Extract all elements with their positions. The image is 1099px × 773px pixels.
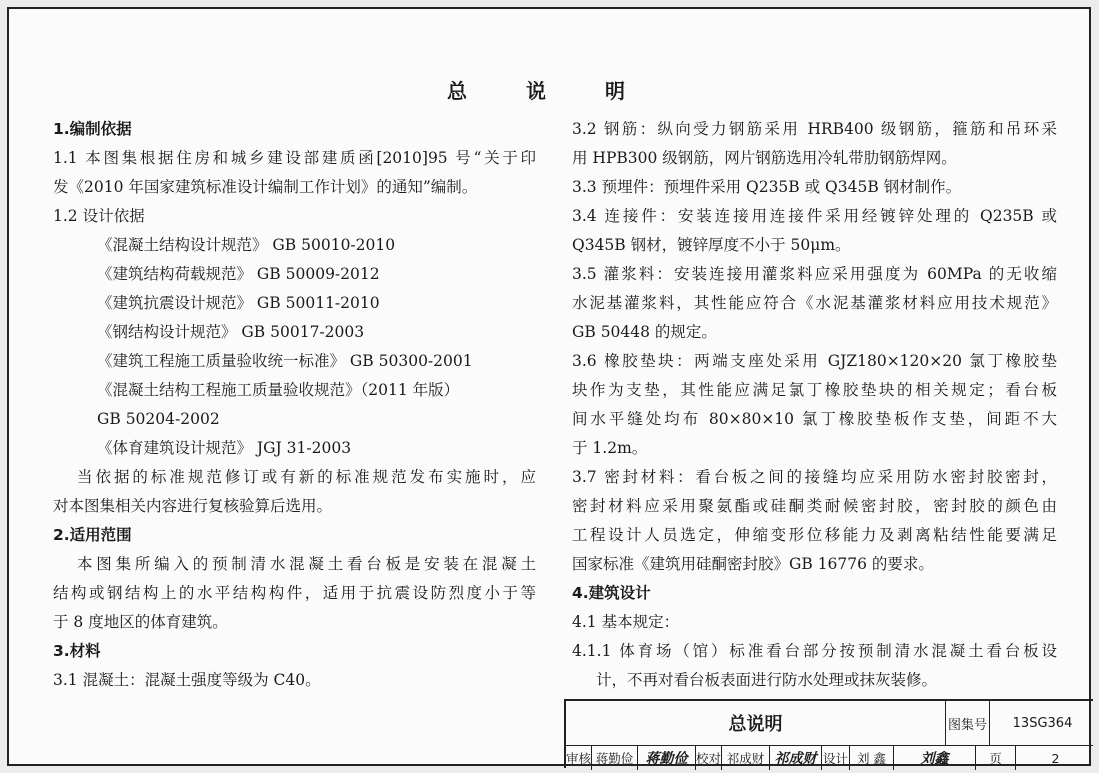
- text-line: 《钢结构设计规范》 GB 50017-2003: [97, 323, 365, 341]
- section-heading: 3.材料: [53, 642, 101, 660]
- page-title: 总 说 明: [447, 79, 651, 103]
- text-line: 用 HPB300 级钢筋，网片钢筋选用冷轧带肋钢筋焊网。: [572, 149, 957, 167]
- text-line: 3.5 灌浆料：安装连接用灌浆料应采用强度为 60MPa 的无收缩: [572, 265, 1057, 283]
- section-heading: 1.编制依据: [53, 120, 132, 138]
- text-line: 3.7 密封材料：看台板之间的接缝均应采用防水密封胶密封，: [572, 468, 1057, 486]
- text-line: GB 50448 的规定。: [572, 323, 717, 341]
- text-line: GB 50204-2002: [97, 410, 220, 428]
- page-label: 页: [976, 746, 1016, 770]
- atlas-label: 图集号: [946, 701, 990, 745]
- text-line: 于 8 度地区的体育建筑。: [53, 613, 228, 631]
- title-block: [564, 699, 1093, 768]
- text-line: 《建筑结构荷载规范》 GB 50009-2012: [97, 265, 380, 283]
- text-line: 《体育建筑设计规范》 JGJ 31-2003: [97, 439, 352, 457]
- text-line: 《建筑抗震设计规范》 GB 50011-2010: [97, 294, 380, 312]
- auditor-signature: 蒋勤俭: [638, 746, 696, 770]
- designer-signature: 刘鑫: [894, 746, 976, 770]
- right-column: [572, 115, 1057, 695]
- text-line: 发《2010 年国家建筑标准设计编制工作计划》的通知”编制。: [53, 178, 478, 196]
- text-line: 对本图集相关内容进行复核验算后选用。: [53, 497, 333, 515]
- auditor-name: 蒋勤俭: [592, 746, 638, 770]
- text-line: 3.2 钢筋：纵向受力钢筋采用 HRB400 级钢筋，箍筋和吊环采: [572, 120, 1057, 138]
- text-line: 3.6 橡胶垫块：两端支座处采用 GJZ180×120×20 氯丁橡胶垫: [572, 352, 1057, 370]
- checker-name: 祁成财: [722, 746, 770, 770]
- text-line: 国家标准《建筑用硅酮密封胶》GB 16776 的要求。: [572, 555, 934, 573]
- text-line: 4.1 基本规定：: [572, 613, 680, 631]
- text-line: 工程设计人员选定，伸缩变形位移能力及剥离粘结性能要满足: [572, 526, 1057, 544]
- text-line: 计，不再对看台板表面进行防水处理或抹灰装修。: [596, 671, 938, 689]
- text-line: 3.3 预埋件：预埋件采用 Q235B 或 Q345B 钢材制作。: [572, 178, 962, 196]
- text-line: 《混凝土结构设计规范》 GB 50010-2010: [97, 236, 396, 254]
- designer-name: 刘 鑫: [850, 746, 894, 770]
- text-line: 密封材料应采用聚氨酯或硅酮类耐候密封胶，密封胶的颜色由: [572, 497, 1057, 515]
- text-line: 1.1 本图集根据住房和城乡建设部建质函[2010]95 号“关于印: [53, 149, 536, 167]
- text-line: 本图集所编入的预制清水混凝土看台板是安装在混凝土: [77, 555, 536, 573]
- text-line: 结构或钢结构上的水平结构构件，适用于抗震设防烈度小于等: [53, 584, 536, 602]
- text-line: 《混凝土结构工程施工质量验收规范》（2011 年版）: [97, 381, 460, 399]
- text-line: 于 1.2m。: [572, 439, 648, 457]
- drawing-name: 总说明: [566, 701, 946, 745]
- checker-signature: 祁成财: [770, 746, 822, 770]
- text-line: 《建筑工程施工质量验收统一标准》 GB 50300-2001: [97, 352, 473, 370]
- section-heading: 4.建筑设计: [572, 584, 651, 602]
- text-line: 水泥基灌浆料，其性能应符合《水泥基灌浆材料应用技术规范》: [572, 294, 1057, 312]
- design-label: 设计: [822, 746, 850, 770]
- section-heading: 2.适用范围: [53, 526, 132, 544]
- drawing-sheet: [7, 7, 1091, 766]
- text-line: Q345B 钢材，镀锌厚度不小于 50μm。: [572, 236, 851, 254]
- text-line: 当依据的标准规范修订或有新的标准规范发布实施时，应: [77, 468, 536, 486]
- check-label: 校对: [696, 746, 722, 770]
- page-number: 2: [1051, 750, 1060, 766]
- atlas-number: 13SG364: [1012, 715, 1073, 731]
- audit-label: 审核: [566, 746, 592, 770]
- text-line: 间水平缝处均布 80×80×10 氯丁橡胶垫板作支垫，间距不大: [572, 410, 1057, 428]
- text-line: 3.1 混凝土：混凝土强度等级为 C40。: [53, 671, 321, 689]
- left-column: [53, 115, 536, 695]
- text-line: 块作为支垫，其性能应满足氯丁橡胶垫块的相关规定；看台板: [572, 381, 1057, 399]
- text-line: 1.2 设计依据: [53, 207, 145, 225]
- text-line: 4.1.1 体育场（馆）标准看台部分按预制清水混凝土看台板设: [572, 642, 1057, 660]
- text-line: 3.4 连接件：安装连接用连接件采用经镀锌处理的 Q235B 或: [572, 207, 1057, 225]
